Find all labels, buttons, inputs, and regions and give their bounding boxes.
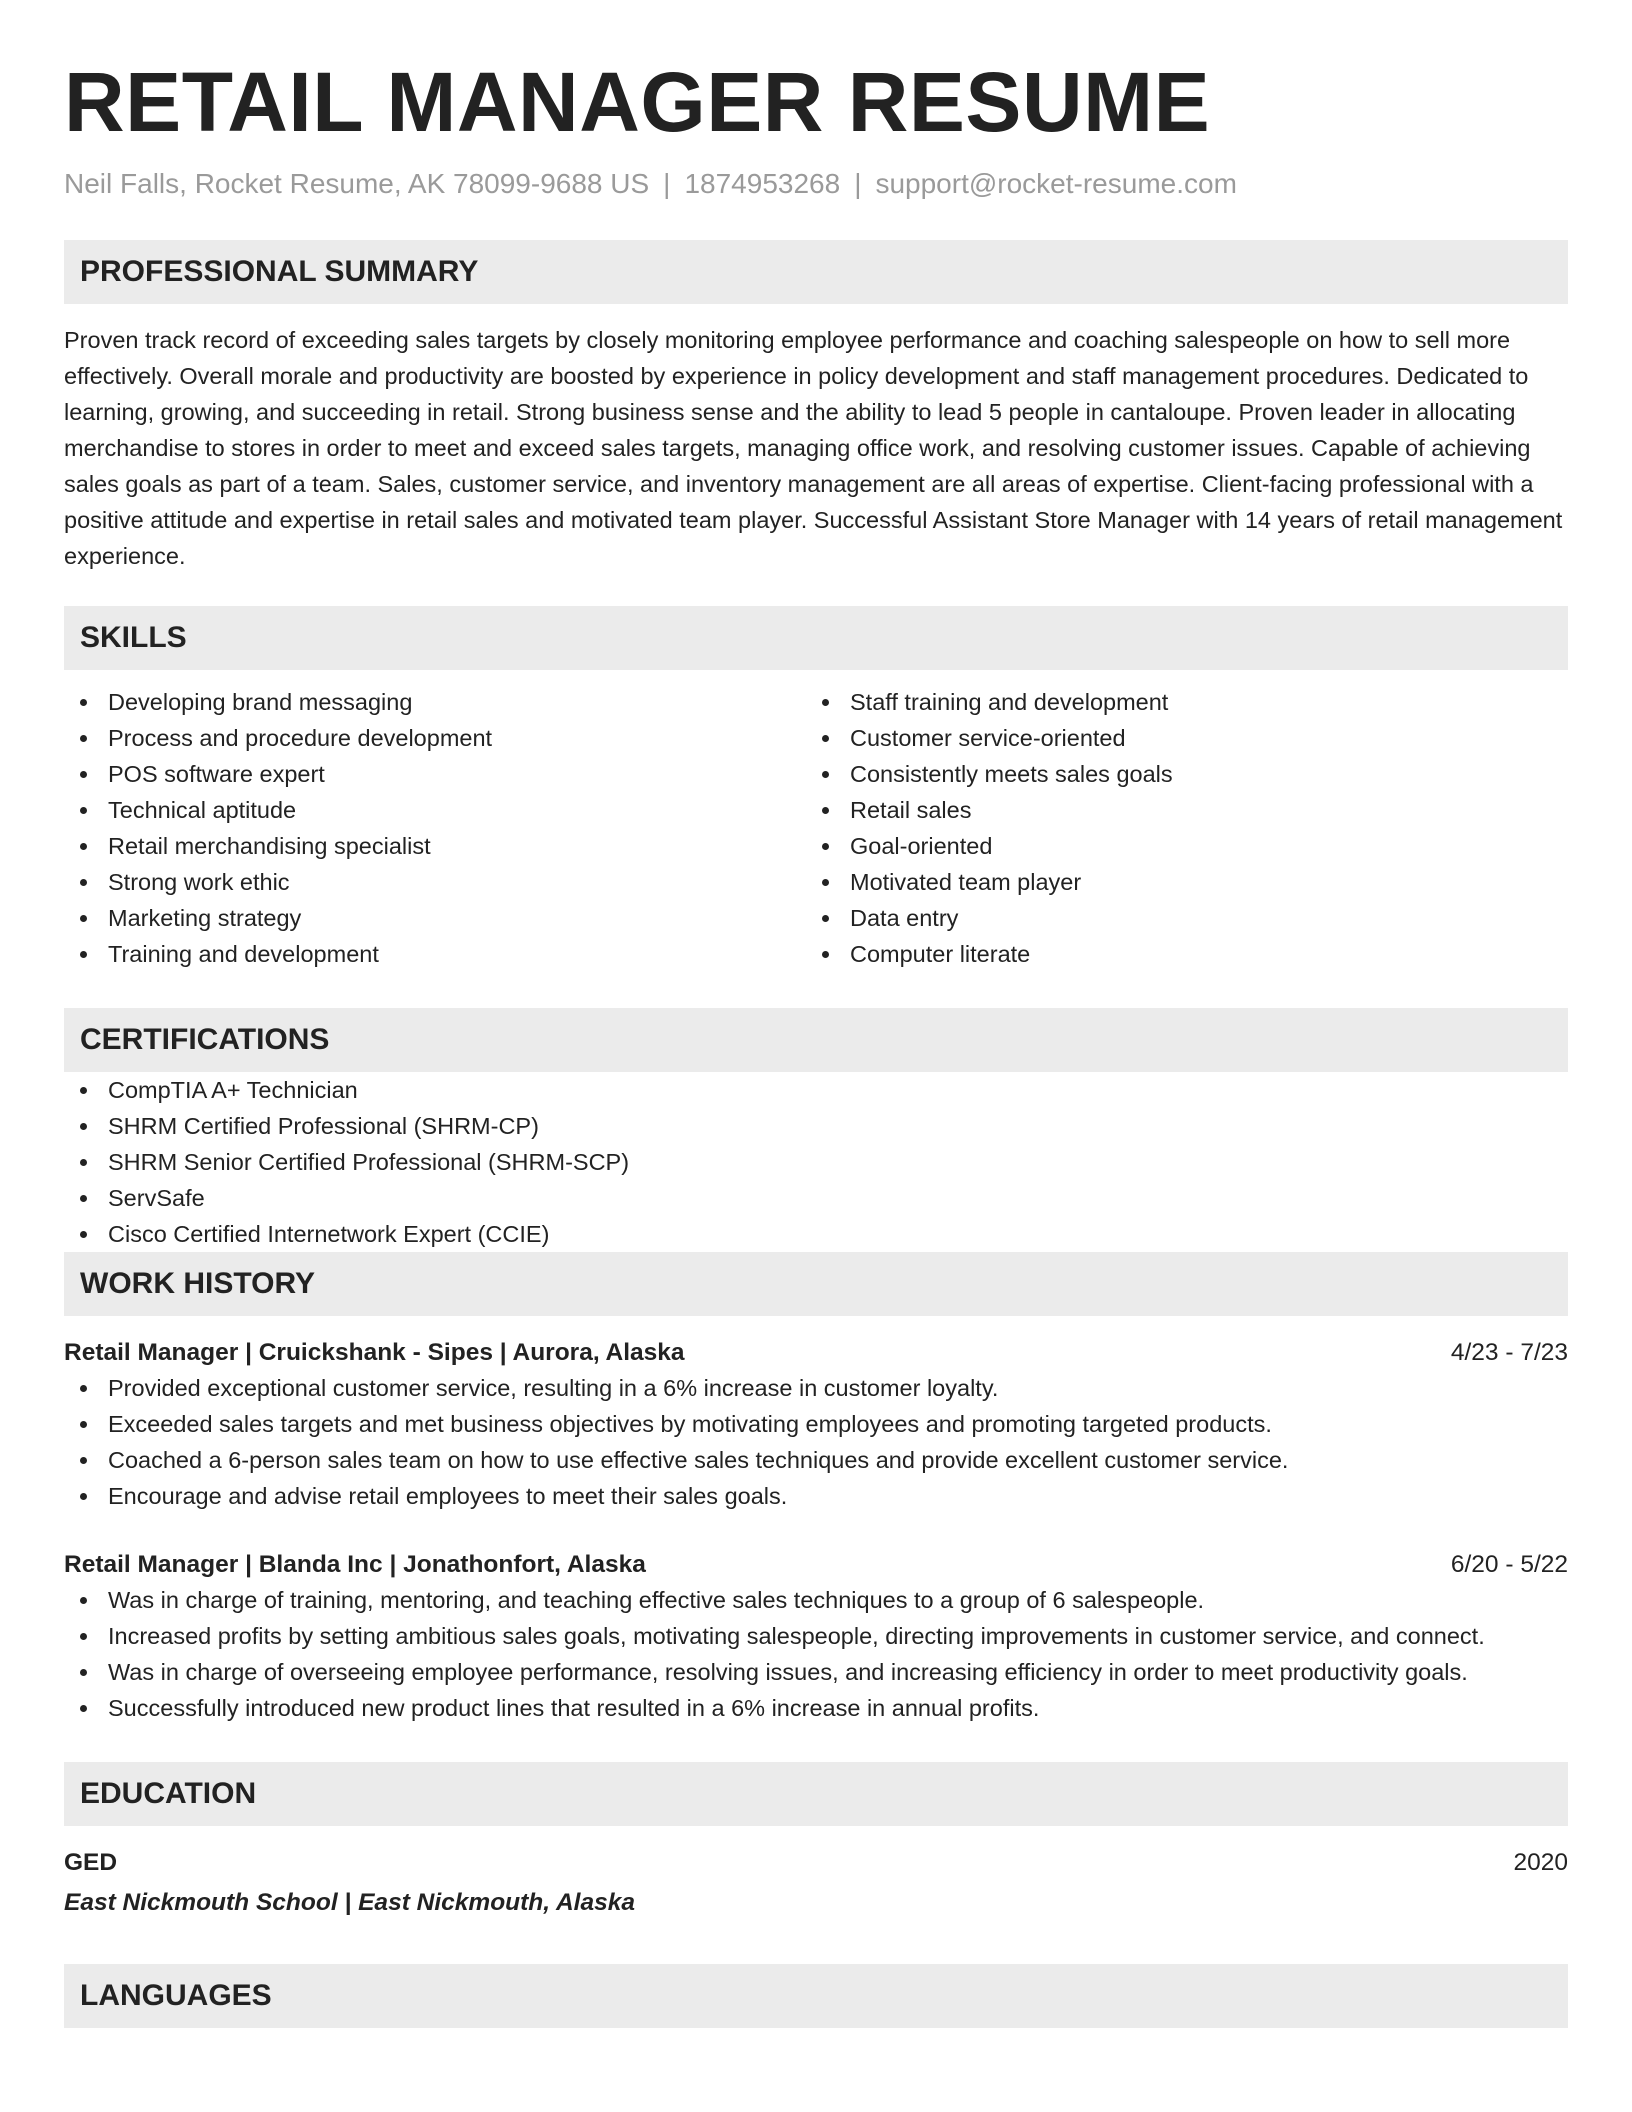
job-bullet: Encourage and advise retail employees to meet their sales goals. <box>64 1478 1568 1514</box>
skill-item: Computer literate <box>806 936 1548 972</box>
skill-item: Data entry <box>806 900 1548 936</box>
certifications-heading: CERTIFICATIONS <box>64 1008 1568 1072</box>
job-bullet: Provided exceptional customer service, resulting in a 6% increase in customer loyalty. <box>64 1370 1568 1406</box>
skills-list <box>64 684 1568 972</box>
certification-item: SHRM Certified Professional (SHRM-CP) <box>64 1108 1568 1144</box>
skill-item: Customer service-oriented <box>806 720 1548 756</box>
job-bullet: Exceeded sales targets and met business objectives by motivating employees and promoting targeted products. <box>64 1406 1568 1442</box>
certification-item: SHRM Senior Certified Professional (SHRM-SCP) <box>64 1144 1568 1180</box>
skill-item: Process and procedure development <box>64 720 806 756</box>
contact-line <box>64 166 1568 202</box>
education-entry <box>64 1846 1568 1920</box>
contact-separator: | <box>663 168 671 199</box>
job-bullet: Was in charge of training, mentoring, and teaching effective sales techniques to a group of 6 salespeople. <box>64 1582 1568 1618</box>
skill-item: Retail merchandising specialist <box>64 828 806 864</box>
skill-item: Developing brand messaging <box>64 684 806 720</box>
contact-phone: 1874953268 <box>684 168 841 199</box>
work-history-heading: WORK HISTORY <box>64 1252 1568 1316</box>
certification-item: Cisco Certified Internetwork Expert (CCIE) <box>64 1216 1568 1252</box>
certification-item: CompTIA A+ Technician <box>64 1072 1568 1108</box>
education-heading: EDUCATION <box>64 1762 1568 1826</box>
education-school: East Nickmouth School | East Nickmouth, Alaska <box>64 1889 635 1916</box>
job-header <box>64 1336 1568 1370</box>
job-header <box>64 1548 1568 1582</box>
job-entry <box>64 1336 1568 1514</box>
resume-title: RETAIL MANAGER RESUME <box>64 55 1211 149</box>
job-bullet: Successfully introduced new product lines that resulted in a 6% increase in annual profits. <box>64 1690 1568 1726</box>
education-degree: GED <box>64 1849 118 1876</box>
certification-item: ServSafe <box>64 1180 1568 1216</box>
summary-heading: PROFESSIONAL SUMMARY <box>64 240 1568 304</box>
summary-text: Proven track record of exceeding sales targets by closely monitoring employee performance and coaching salespeople on how to sell more effectively. Overall morale and productivity are boosted by experience in policy development and staff management procedures. Dedicated to learning, growing, and succeeding in retail. Strong business sense and the ability to lead 5 people in cantaloupe. Proven leader in allocating merchandise to stores in order to meet and exceed sales targets, managing office work, and resolving customer issues. Capable of achieving sales goals as part of a team. Sales, customer service, and inventory management are all areas of expertise. Client-facing professional with a positive attitude and expertise in retail sales and motivated team player. Successful Assistant Store Manager with 14 years of retail management experience. <box>64 327 1563 569</box>
skill-item: Staff training and development <box>806 684 1548 720</box>
contact-separator: | <box>854 168 862 199</box>
languages-heading: LANGUAGES <box>64 1964 1568 2028</box>
education-year: 2020 <box>1513 1849 1568 1876</box>
skill-item: Retail sales <box>806 792 1548 828</box>
skill-item: Marketing strategy <box>64 900 806 936</box>
skill-item: Consistently meets sales goals <box>806 756 1548 792</box>
skill-item: Strong work ethic <box>64 864 806 900</box>
skill-item: Training and development <box>64 936 806 972</box>
skills-column-left <box>64 684 806 972</box>
skill-item: Goal-oriented <box>806 828 1548 864</box>
contact-address: Neil Falls, Rocket Resume, AK 78099-9688 US <box>64 168 650 199</box>
job-dates: 4/23 - 7/23 <box>1450 1339 1568 1366</box>
job-dates: 6/20 - 5/22 <box>1450 1551 1568 1578</box>
job-title: Retail Manager | Blanda Inc | Jonathonfort, Alaska <box>64 1551 646 1578</box>
skill-item: Motivated team player <box>806 864 1548 900</box>
job-title: Retail Manager | Cruickshank - Sipes | Aurora, Alaska <box>64 1339 685 1366</box>
job-bullets <box>64 1582 1568 1726</box>
skill-item: Technical aptitude <box>64 792 806 828</box>
education-header <box>64 1846 1568 1880</box>
job-bullet: Increased profits by setting ambitious sales goals, motivating salespeople, directing improvements in customer service, and connect. <box>64 1618 1568 1654</box>
certifications-list <box>64 1072 1568 1252</box>
job-bullet: Coached a 6-person sales team on how to use effective sales techniques and provide excellent customer service. <box>64 1442 1568 1478</box>
skills-column-right <box>806 684 1548 972</box>
skill-item: POS software expert <box>64 756 806 792</box>
job-bullet: Was in charge of overseeing employee performance, resolving issues, and increasing efficiency in order to meet productivity goals. <box>64 1654 1568 1690</box>
job-entry <box>64 1548 1568 1726</box>
skills-heading: SKILLS <box>64 606 1568 670</box>
contact-email: support@rocket-resume.com <box>875 168 1237 199</box>
job-bullets <box>64 1370 1568 1514</box>
